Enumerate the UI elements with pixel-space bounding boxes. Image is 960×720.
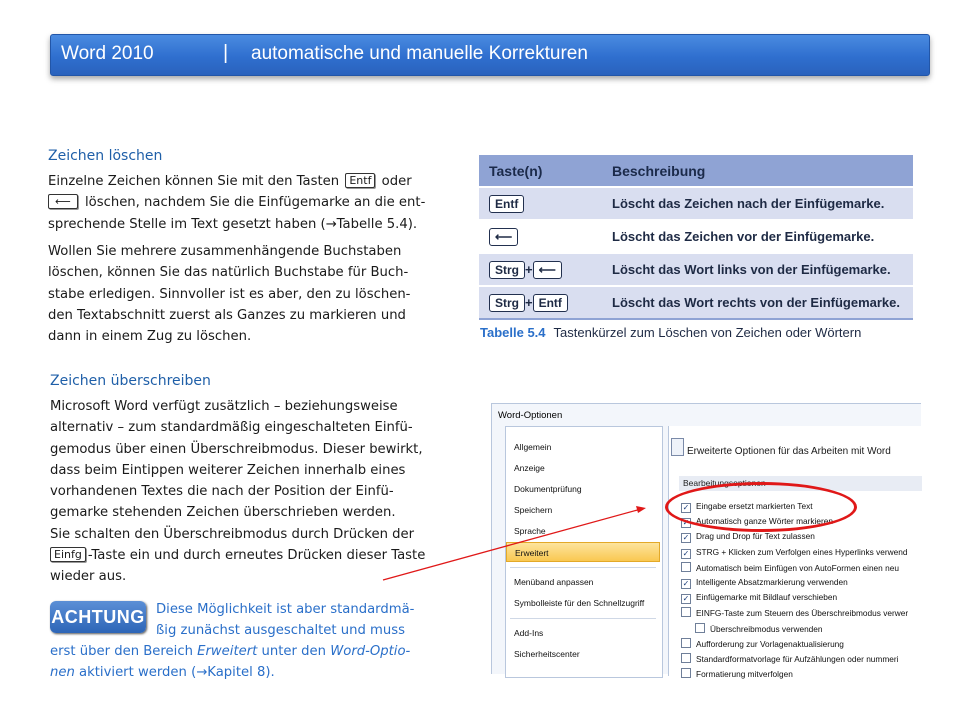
- option-label: Formatierung mitverfolgen: [696, 669, 793, 680]
- heading-zeichen-ueberschreiben: Zeichen überschreiben: [50, 373, 211, 389]
- title-separator: |: [223, 42, 229, 64]
- table-caption-text: Tastenkürzel zum Löschen von Zeichen oder Wörtern: [553, 325, 862, 340]
- title-app: Word 2010: [61, 43, 154, 64]
- text-line: löschen, können Sie das natürlich Buchstabe für Buch-: [48, 265, 409, 281]
- text-line: Wollen Sie mehrere zusammenhängende Buchstaben: [48, 244, 402, 259]
- backspace-key-icon: ⟵: [533, 261, 562, 279]
- heading-zeichen-loeschen: Zeichen löschen: [48, 148, 163, 164]
- text-line: Einfg -Taste ein und durch erneutes Drücken dieser Taste: [50, 545, 448, 566]
- sidebar-item-sicherheitscenter[interactable]: Sicherheitscenter: [514, 649, 580, 659]
- option-label: Aufforderung zur Vorlagenaktualisierung: [696, 638, 844, 649]
- sidebar-item-sprache[interactable]: Sprache: [514, 526, 546, 536]
- option-label: STRG + Klicken zum Verfolgen eines Hyperlinks verwend: [696, 546, 908, 557]
- strg-key-icon: Strg: [489, 261, 525, 279]
- checked-checkbox[interactable]: ✓: [682, 503, 690, 512]
- column-header: Taste(n): [479, 155, 602, 187]
- checked-checkbox[interactable]: ✓: [682, 518, 690, 528]
- checked-checkbox[interactable]: ✓: [682, 579, 690, 588]
- option-label: Automatisch ganze Wörter markieren: [696, 516, 833, 527]
- plus-sign: +: [525, 294, 533, 310]
- backspace-key-icon: ⟵: [48, 194, 78, 209]
- sidebar-item-menueband[interactable]: Menüband anpassen: [514, 577, 594, 587]
- checked-checkbox[interactable]: ✓: [682, 533, 690, 543]
- text-line: dann in einem Zug zu löschen.: [48, 329, 252, 345]
- table-cell-desc: Löscht das Wort links von der Einfügemarke.: [602, 253, 913, 286]
- checked-checkbox[interactable]: ✓: [682, 548, 690, 558]
- text-line: wieder aus.: [50, 569, 127, 585]
- option-label: Eingabe ersetzt markierten Text: [696, 501, 813, 511]
- text-line: ⟵ löschen, nachdem Sie die Einfügemarke an die ent-: [48, 192, 446, 213]
- checked-checkbox[interactable]: ✓: [682, 594, 690, 604]
- text-line: ßig zunächst ausgeschaltet und muss: [156, 623, 405, 639]
- text-line: sprechende Stelle im Text gesetzt haben (→Tabelle 5.4).: [48, 216, 418, 232]
- sidebar-item-speichern[interactable]: Speichern: [514, 505, 553, 515]
- panel-header: Erweiterte Optionen für das Arbeiten mit Word: [687, 446, 891, 457]
- einfg-key-icon: Einfg: [50, 547, 86, 562]
- entf-key-icon: Entf: [345, 173, 375, 188]
- achtung-badge: ACHTUNG: [50, 601, 146, 633]
- sidebar-item-anzeige[interactable]: Anzeige: [514, 463, 545, 473]
- text-line: stabe erledigen. Sinnvoller ist es aber, den zu löschen-: [48, 286, 411, 302]
- sidebar-item-addins[interactable]: Add-Ins: [514, 628, 544, 638]
- option-label: Standardformatvorlage für Aufzählungen oder nummeri: [696, 654, 899, 664]
- text-line: gemarke stehenden Zeichen überschrieben werden.: [50, 505, 396, 521]
- text-line: dass beim Eintippen weiterer Zeichen innerhalb eines: [50, 462, 406, 478]
- sidebar-item-schnellzugriff[interactable]: Symbolleiste für den Schnellzugriff: [514, 598, 645, 608]
- text-line: alternativ – zum standardmäßig eingeschalteten Einfü-: [50, 420, 413, 436]
- entf-key-icon: Entf: [533, 294, 568, 312]
- text-line: den Textabschnitt zuerst als Ganzes zu markieren und: [48, 307, 406, 323]
- table-caption-number: Tabelle 5.4: [480, 325, 546, 340]
- sidebar-item-dokumentpruefung[interactable]: Dokumentprüfung: [514, 484, 582, 494]
- plus-sign: +: [525, 261, 533, 277]
- text-line: erst über den Bereich Erweitert unter den Word-Optio-: [50, 644, 411, 659]
- sidebar-item-erweitert[interactable]: Erweitert: [506, 542, 660, 562]
- column-header: Beschreibung: [602, 155, 913, 187]
- table-cell-desc: Löscht das Zeichen vor der Einfügemarke.: [602, 220, 913, 253]
- text-line: nen aktiviert werden (→Kapitel 8).: [50, 665, 275, 681]
- table-cell-desc: Löscht das Wort rechts von der Einfügemarke.: [602, 286, 913, 319]
- title-topic: automatische und manuelle Korrekturen: [251, 43, 588, 64]
- sidebar-item-allgemein[interactable]: Allgemein: [514, 442, 552, 452]
- backspace-key-icon: ⟵: [489, 228, 518, 246]
- option-label: Intelligente Absatzmarkierung verwenden: [696, 577, 848, 587]
- text-line: Microsoft Word verfügt zusätzlich – beziehungsweise: [50, 399, 398, 414]
- text-line: Einzelne Zeichen können Sie mit den Tasten Entf oder: [48, 174, 412, 189]
- text-line: gemodus über einen Überschreibmodus. Dieser bewirkt,: [50, 441, 423, 457]
- text-line: Sie schalten den Überschreibmodus durch Drücken der: [50, 526, 415, 542]
- strg-key-icon: Strg: [489, 294, 525, 312]
- option-label: Einfügemarke mit Bildlauf verschieben: [696, 592, 838, 603]
- section-header: Bearbeitungsoptionen: [679, 476, 922, 491]
- option-label: Automatisch beim Einfügen von AutoFormen einen neu: [696, 562, 899, 573]
- option-label: Drag und Drop für Text zulassen: [696, 531, 815, 542]
- entf-key-icon: Entf: [489, 195, 524, 213]
- option-label: Überschreibmodus verwenden: [710, 623, 823, 634]
- dialog-title: Word-Optionen: [498, 410, 563, 421]
- text-line: Diese Möglichkeit ist aber standardmä-: [156, 602, 415, 617]
- option-label: EINFG-Taste zum Steuern des Überschreibmodus verwer: [696, 608, 909, 619]
- table-cell-desc: Löscht das Zeichen nach der Einfügemarke.: [602, 187, 913, 220]
- text-line: vorhandenen Textes die nach der Position der Einfü-: [50, 484, 394, 500]
